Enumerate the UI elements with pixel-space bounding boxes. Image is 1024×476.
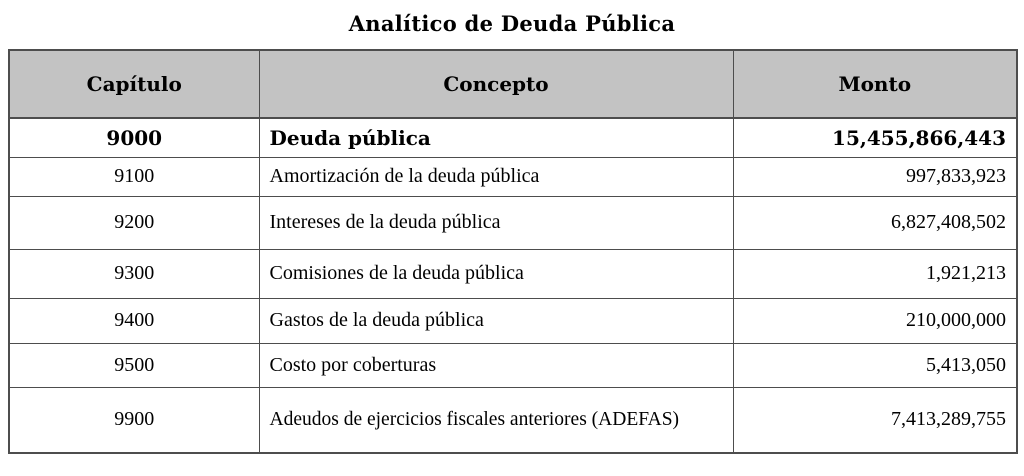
cell-monto: 15,455,866,443 [733, 118, 1017, 157]
cell-concepto: Comisiones de la deuda pública [259, 249, 733, 298]
cell-capitulo: 9200 [9, 196, 259, 249]
cell-capitulo: 9900 [9, 387, 259, 453]
table-row-9500 [9, 343, 1017, 387]
cell-monto: 7,413,289,755 [733, 387, 1017, 453]
header-row [9, 50, 1017, 118]
table-row-9400 [9, 298, 1017, 343]
public-debt-table [8, 49, 1018, 454]
cell-monto: 5,413,050 [733, 343, 1017, 387]
cell-monto: 997,833,923 [733, 157, 1017, 196]
cell-concepto: Gastos de la deuda pública [259, 298, 733, 343]
cell-capitulo: 9000 [9, 118, 259, 157]
cell-concepto: Intereses de la deuda pública [259, 196, 733, 249]
cell-capitulo: 9100 [9, 157, 259, 196]
cell-concepto: Amortización de la deuda pública [259, 157, 733, 196]
table-header [9, 50, 1017, 118]
table-row-9300 [9, 249, 1017, 298]
cell-concepto: Costo por coberturas [259, 343, 733, 387]
cell-capitulo: 9500 [9, 343, 259, 387]
table-row-9900 [9, 387, 1017, 453]
cell-capitulo: 9400 [9, 298, 259, 343]
cell-monto: 6,827,408,502 [733, 196, 1017, 249]
cell-concepto: Adeudos de ejercicios fiscales anteriores (ADEFAS) [259, 387, 733, 453]
column-header-concepto: Concepto [259, 50, 733, 118]
table-row-9100 [9, 157, 1017, 196]
page-title: Analítico de Deuda Pública [348, 11, 676, 36]
cell-monto: 210,000,000 [733, 298, 1017, 343]
cell-monto: 1,921,213 [733, 249, 1017, 298]
column-header-capitulo: Capítulo [9, 50, 259, 118]
table-body [9, 118, 1017, 453]
column-header-monto: Monto [733, 50, 1017, 118]
cell-capitulo: 9300 [9, 249, 259, 298]
table-row-9000 [9, 118, 1017, 157]
cell-concepto: Deuda pública [259, 118, 733, 157]
table-row-9200 [9, 196, 1017, 249]
